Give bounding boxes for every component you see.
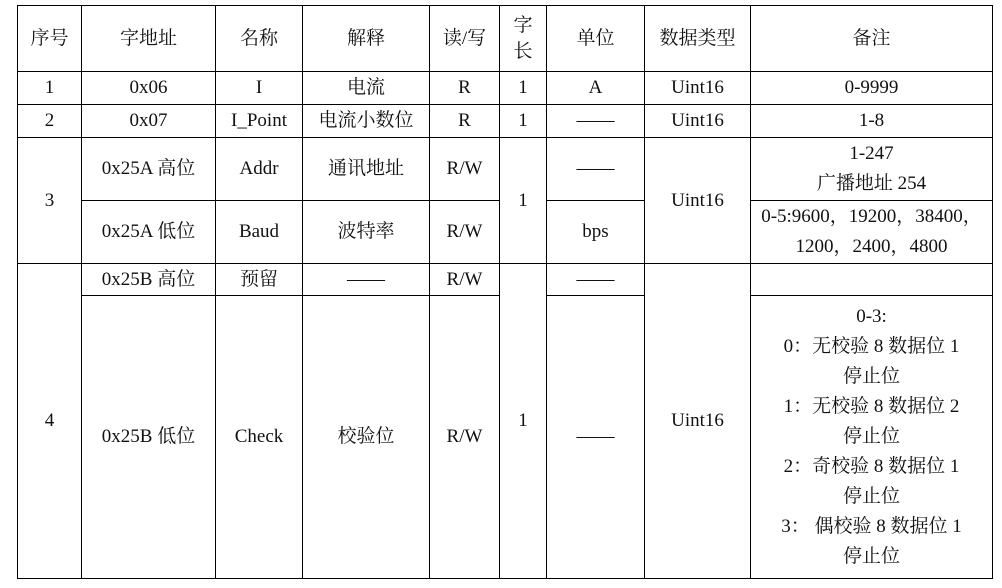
cell-seq: 2 xyxy=(18,105,82,138)
header-len-top: 字 xyxy=(513,14,533,36)
cell-len: 1 xyxy=(500,105,547,138)
cell-addr: 0x25B 低位 xyxy=(82,296,216,579)
header-name: 名称 xyxy=(216,6,303,72)
cell-desc: —— xyxy=(303,264,430,296)
cell-addr: 0x07 xyxy=(82,105,216,138)
table-row xyxy=(18,264,993,296)
cell-unit: A xyxy=(547,72,645,105)
header-rw: 读/写 xyxy=(430,6,500,72)
cell-desc: 通讯地址 xyxy=(303,138,430,201)
header-seq: 序号 xyxy=(18,6,82,72)
cell-name: I_Point xyxy=(216,105,303,138)
note-line: 3： 偶校验 8 数据位 1 xyxy=(781,516,962,537)
table-row xyxy=(18,138,993,201)
note-line: 广播地址 254 xyxy=(816,173,927,194)
note-line: 停止位 xyxy=(842,426,900,447)
cell-desc: 波特率 xyxy=(303,201,430,264)
cell-addr: 0x25B 高位 xyxy=(82,264,216,296)
cell-rw: R/W xyxy=(430,264,500,296)
cell-dtype: Uint16 xyxy=(645,105,751,138)
note-line: 0：无校验 8 数据位 1 xyxy=(783,336,960,357)
note-line: 1200，2400，4800 xyxy=(795,236,948,257)
cell-note xyxy=(751,296,993,579)
cell-dtype: Uint16 xyxy=(645,72,751,105)
table-row xyxy=(18,105,993,138)
header-dtype: 数据类型 xyxy=(645,6,751,72)
cell-addr: 0x25A 高位 xyxy=(82,138,216,201)
cell-rw: R xyxy=(430,72,500,105)
cell-name: I xyxy=(216,72,303,105)
cell-addr: 0x06 xyxy=(82,72,216,105)
cell-rw: R/W xyxy=(430,296,500,579)
cell-addr: 0x25A 低位 xyxy=(82,201,216,264)
cell-rw: R xyxy=(430,105,500,138)
cell-note xyxy=(751,264,993,296)
cell-name: Check xyxy=(216,296,303,579)
cell-len: 1 xyxy=(500,138,547,264)
cell-unit: bps xyxy=(547,201,645,264)
header-addr: 字地址 xyxy=(82,6,216,72)
note-line: 1-247 xyxy=(849,143,894,164)
cell-unit: —— xyxy=(547,105,645,138)
header-unit: 单位 xyxy=(547,6,645,72)
cell-name: Baud xyxy=(216,201,303,264)
header-desc: 解释 xyxy=(303,6,430,72)
note-line: 停止位 xyxy=(842,486,900,507)
header-len xyxy=(500,6,547,72)
header-len-bottom: 长 xyxy=(513,40,533,62)
table-row xyxy=(18,72,993,105)
cell-seq: 1 xyxy=(18,72,82,105)
note-line: 停止位 xyxy=(842,546,900,567)
cell-desc: 电流小数位 xyxy=(303,105,430,138)
note-line: 0-5:9600，19200，38400， xyxy=(761,206,982,227)
cell-note xyxy=(751,201,993,264)
cell-unit: —— xyxy=(547,138,645,201)
cell-unit: —— xyxy=(547,296,645,579)
note-line: 0-3: xyxy=(856,306,887,327)
note-line: 2：奇校验 8 数据位 1 xyxy=(783,456,960,477)
cell-name: Addr xyxy=(216,138,303,201)
cell-rw: R/W xyxy=(430,201,500,264)
cell-note: 1-8 xyxy=(751,105,993,138)
cell-rw: R/W xyxy=(430,138,500,201)
cell-note xyxy=(751,138,993,201)
cell-note: 0-9999 xyxy=(751,72,993,105)
register-table xyxy=(17,5,993,579)
cell-len: 1 xyxy=(500,72,547,105)
cell-unit: —— xyxy=(547,264,645,296)
cell-len: 1 xyxy=(500,264,547,579)
cell-dtype: Uint16 xyxy=(645,264,751,579)
note-line: 1：无校验 8 数据位 2 xyxy=(783,396,960,417)
note-line: 停止位 xyxy=(842,366,900,387)
cell-seq: 3 xyxy=(18,138,82,264)
header-note: 备注 xyxy=(751,6,993,72)
cell-desc: 电流 xyxy=(303,72,430,105)
cell-seq: 4 xyxy=(18,264,82,579)
header-row xyxy=(18,6,993,72)
cell-name: 预留 xyxy=(216,264,303,296)
cell-dtype: Uint16 xyxy=(645,138,751,264)
cell-desc: 校验位 xyxy=(303,296,430,579)
